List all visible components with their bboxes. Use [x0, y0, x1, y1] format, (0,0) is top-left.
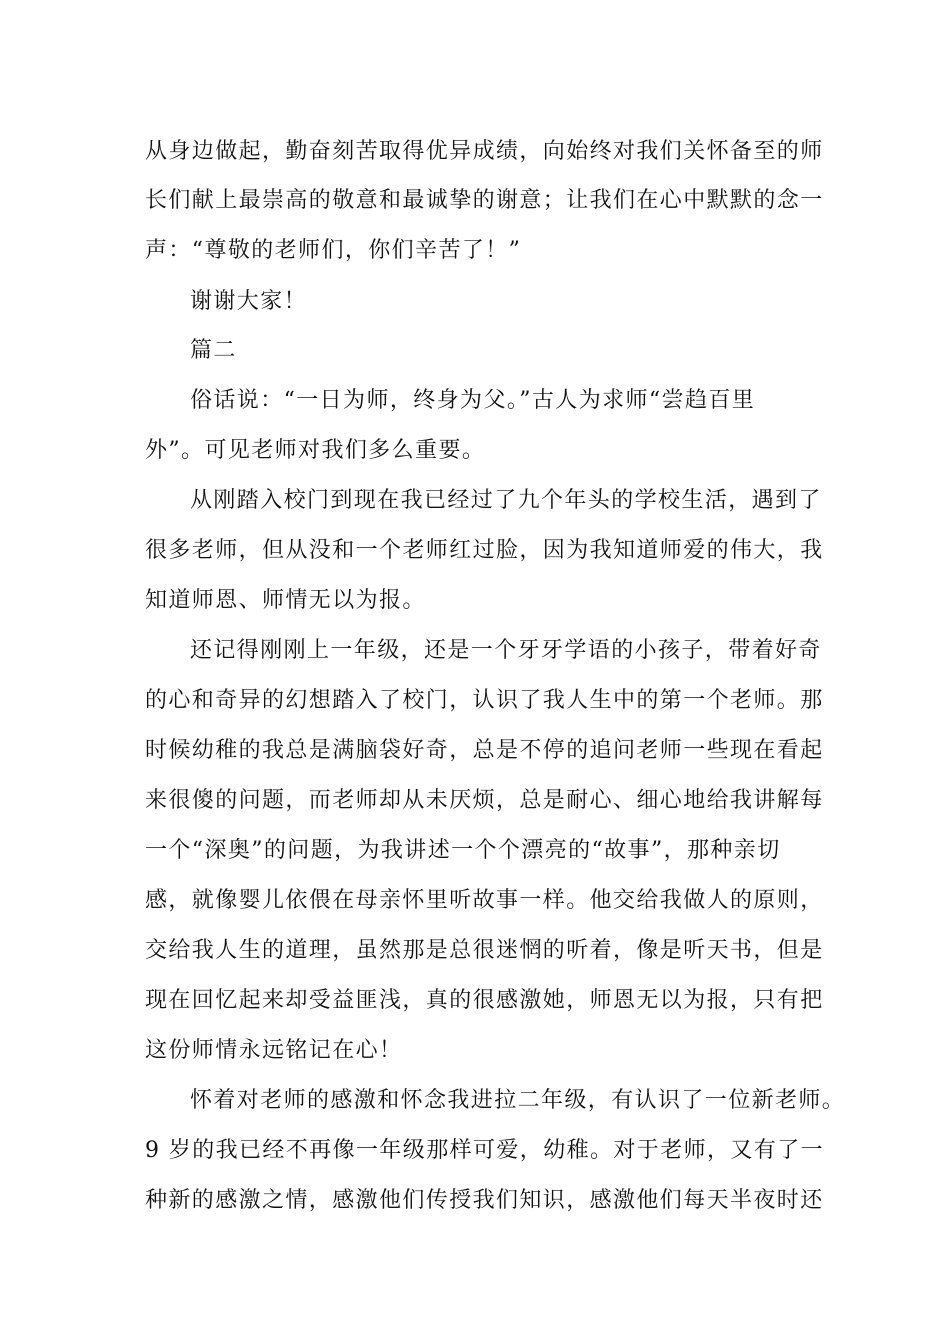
text-line: 来很傻的问题，而老师却从未厌烦，总是耐心、细心地给我讲解每	[145, 788, 824, 813]
text-line: 从身边做起，勤奋刻苦取得优异成绩，向始终对我们关怀备至的师	[145, 139, 824, 164]
text-line: 交给我人生的道理，虽然那是总很迷惘的听着，像是听天书，但是	[145, 938, 824, 963]
text-line: 现在回忆起来却受益匪浅，真的很感激她，师恩无以为报，只有把	[145, 988, 824, 1013]
text-line: 很多老师，但从没和一个老师红过脸，因为我知道师爱的伟大，我	[145, 538, 824, 563]
text-line: 谢谢大家！	[190, 289, 308, 314]
section-heading: 篇二	[190, 338, 237, 363]
text-line: 的心和奇异的幻想踏入了校门，认识了我人生中的第一个老师。那	[145, 688, 824, 713]
text-line: 怀着对老师的感激和怀念我进拉二年级，有认识了一位新老师。	[190, 1088, 846, 1113]
text-line: 9 岁的我已经不再像一年级那样可爱，幼稚。对于老师，又有了一	[145, 1138, 824, 1163]
text-line: 种新的感激之情，感激他们传授我们知识，感激他们每天半夜时还	[145, 1188, 824, 1213]
text-line: 感，就像婴儿依偎在母亲怀里听故事一样。他交给我做人的原则，	[145, 888, 824, 913]
text-line: 长们献上最崇高的敬意和最诚挚的谢意；让我们在心中默默的念一	[145, 188, 824, 213]
text-line: 知道师恩、师情无以为报。	[145, 588, 426, 613]
text-line: 一个“深奥”的问题，为我讲述一个个漂亮的“故事”，那种亲切	[145, 838, 781, 863]
text-line: 从刚踏入校门到现在我已经过了九个年头的学校生活，遇到了	[190, 488, 822, 513]
text-line: 俗话说：“一日为师，终身为父。”古人为求师“尝趋百里	[190, 388, 756, 413]
text-line: 这份师情永远铭记在心！	[145, 1038, 403, 1063]
text-line: 外”。可见老师对我们多么重要。	[145, 438, 486, 463]
text-line: 时候幼稚的我总是满脑袋好奇，总是不停的追问老师一些现在看起	[145, 738, 824, 763]
text-line: 还记得刚刚上一年级，还是一个牙牙学语的小孩子，带着好奇	[190, 638, 822, 663]
text-line: 声：“尊敬的老师们，你们辛苦了！”	[145, 238, 522, 263]
